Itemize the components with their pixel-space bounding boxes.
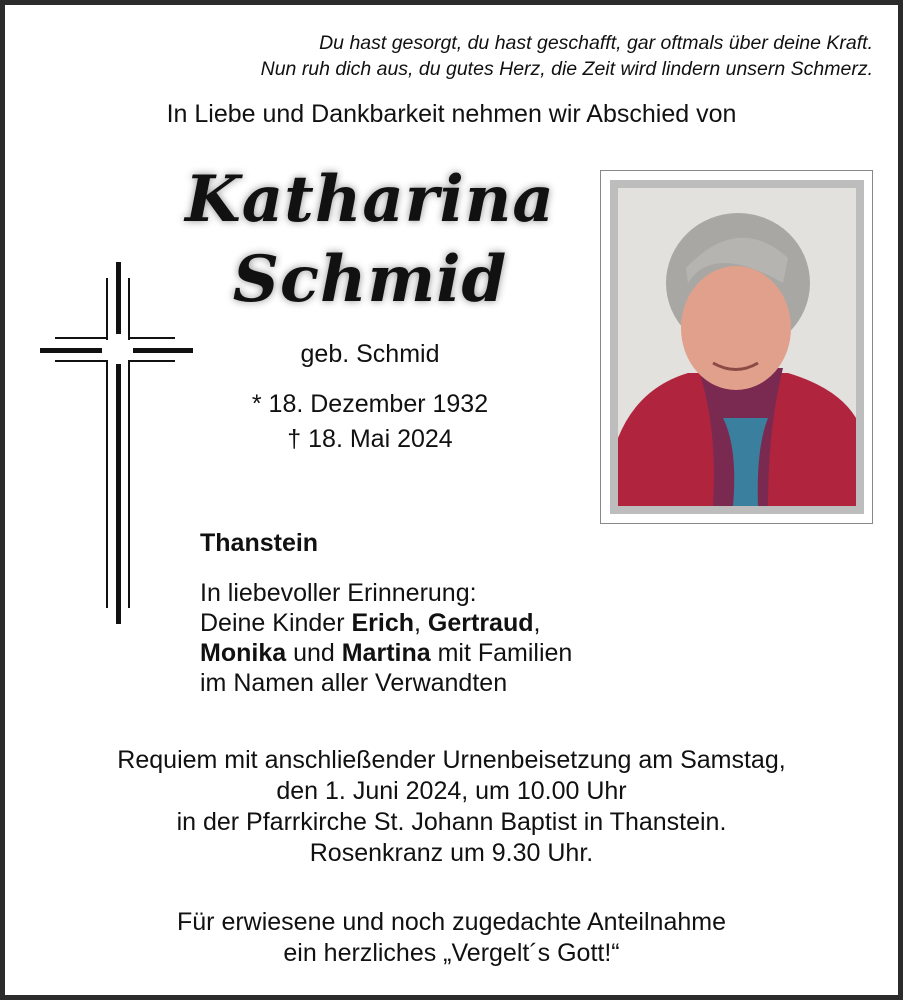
maiden-name: geb. Schmid: [300, 340, 440, 368]
portrait-photo: [618, 188, 856, 506]
death-date: † 18. Mai 2024: [287, 425, 453, 453]
service-line: Rosenkranz um 9.30 Uhr.: [309, 839, 594, 867]
motto-line: Nun ruh dich aus, du gutes Herz, die Zeit wird lindern unsern Schmerz.: [260, 58, 873, 80]
child-name: Monika: [200, 639, 287, 667]
mourners-line: [200, 608, 572, 638]
service-line: Requiem mit anschließender Urnenbeisetzung am Samstag,: [117, 746, 786, 774]
service-info: [0, 745, 903, 869]
mourners-line: In liebevoller Erinnerung:: [200, 579, 477, 607]
thanks-line: Für erwiesene und noch zugedachte Anteilnahme: [177, 908, 726, 936]
text: ,: [533, 609, 541, 637]
mourners-line: im Namen aller Verwandten: [200, 669, 508, 697]
service-line: den 1. Juni 2024, um 10.00 Uhr: [276, 777, 627, 805]
place-name: Thanstein: [200, 529, 319, 557]
intro-text: In Liebe und Dankbarkeit nehmen wir Abschied von: [166, 100, 737, 128]
thanks-text: [0, 907, 903, 969]
mourners-block: [200, 578, 572, 698]
child-name: Erich: [351, 609, 415, 637]
child-name: Gertraud: [427, 609, 534, 637]
text: und: [286, 639, 342, 667]
motto-verse: [261, 30, 873, 82]
last-name: Schmid: [232, 242, 508, 317]
mourners-line: [200, 638, 572, 668]
child-name: Martina: [341, 639, 431, 667]
first-name: Katharina: [185, 162, 555, 237]
service-line: in der Pfarrkirche St. Johann Baptist in Thanstein.: [176, 808, 727, 836]
text: ,: [414, 609, 428, 637]
motto-line: Du hast gesorgt, du hast geschafft, gar oftmals über deine Kraft.: [319, 32, 873, 54]
birth-date: * 18. Dezember 1932: [251, 390, 489, 418]
thanks-line: ein herzliches „Vergelt´s Gott!“: [283, 939, 620, 967]
text: mit Familien: [430, 639, 573, 667]
text: Deine Kinder: [200, 609, 352, 637]
